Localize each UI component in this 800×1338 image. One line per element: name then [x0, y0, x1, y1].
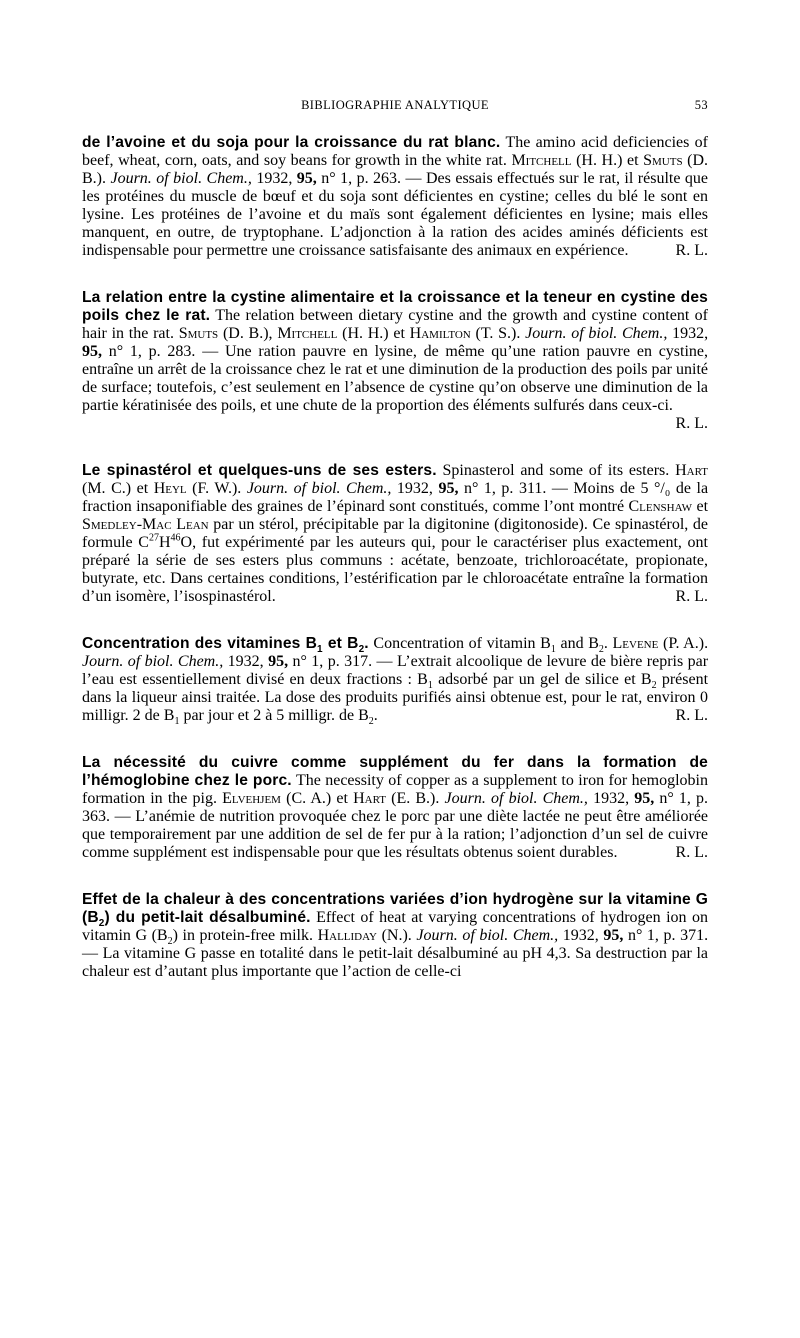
entry-author-initials: (N.).	[381, 927, 412, 944]
title-subscript: 2	[358, 644, 365, 656]
entry-author-initials: (T. S.).	[475, 325, 521, 342]
entry-journal: Journ. of biol. Chem.,	[525, 325, 668, 342]
body-subscript: 2	[368, 716, 374, 728]
entry-author-initials: (D. B.).	[82, 152, 709, 187]
formula-element: H	[158, 534, 171, 551]
entry-issue: n° 1, p. 371. —	[82, 927, 709, 962]
entry-author: Hart	[675, 462, 709, 479]
entry-year: 1932,	[562, 927, 599, 944]
entry-volume: 95,	[82, 343, 102, 360]
entry-body: par un stérol, précipitable par la digitonine (digitonoside). Ce spinastérol, de formule	[82, 516, 709, 551]
entry-cited-author: Smedley-Mac Lean	[82, 516, 209, 533]
entry-body: et	[696, 498, 709, 515]
bibliography-entry	[82, 635, 709, 728]
english-part: .	[603, 635, 608, 652]
entry-author-initials: (H. H.) et	[342, 325, 405, 342]
body-part: adsorbé par un gel de silice et B	[438, 671, 652, 688]
entry-signature: R. L.	[675, 707, 708, 724]
entry-journal: Journ. of biol. Chem.,	[110, 170, 252, 187]
title-part: ) du petit-lait désalbuminé.	[104, 909, 311, 926]
body-part: L’extrait alcoolique de levure de bière repris par l’eau est essentiellement divisé en deux fractions : B	[82, 653, 709, 688]
entry-author: Levene	[612, 635, 659, 652]
entry-year: 1932,	[256, 170, 293, 187]
entry-body: Moins de 5 °/₀ de la fraction insaponifiable des graines de l’épinard sont constitués, comme l’ont montré	[82, 480, 709, 515]
entry-body: La vitamine G passe en totalité dans le petit-lait désalbuminé au pH 4,3. Sa destruction par la chaleur est d’autant plus importante que l’action de celle-ci	[82, 945, 708, 980]
entry-author-initials: (H. H.) et	[576, 152, 639, 169]
formula-element: C	[138, 534, 149, 551]
entry-author: Hamilton	[409, 325, 471, 342]
bibliography-entry	[82, 289, 708, 433]
entry-author: Hart	[353, 790, 386, 807]
english-subscript: 2	[598, 644, 604, 656]
entry-signature: R. L.	[675, 415, 708, 432]
title-subscript: 2	[98, 918, 105, 930]
entry-year: 1932,	[396, 480, 433, 497]
entry-cited-author: Clenshaw	[628, 498, 693, 515]
entry-year: 1932,	[593, 790, 630, 807]
body-subscript: 2	[651, 680, 657, 692]
entry-signature: R. L.	[675, 242, 708, 259]
entry-volume: 95,	[634, 790, 655, 807]
entry-author-initials: (P. A.).	[662, 635, 709, 652]
entry-year: 1932,	[672, 325, 709, 342]
title-subscript: 1	[317, 644, 323, 656]
entry-author: Mitchell	[511, 152, 572, 169]
entry-english-title: The amino acid deficiencies of beef, wheat, corn, oats, and soy beans for growth in the white rat.	[82, 134, 708, 169]
entry-volume: 95,	[296, 170, 317, 187]
bibliography-entry	[82, 462, 708, 606]
page-number: 53	[694, 98, 708, 112]
english-part: Concentration of vitamin B	[373, 635, 551, 652]
formula-element: O,	[180, 534, 197, 551]
entry-issue: n° 1, p. 311. —	[463, 480, 568, 497]
english-part: ) in protein-free milk.	[172, 927, 313, 944]
entry-year: 1932,	[227, 653, 264, 670]
entry-author-initials: (M. C.) et	[82, 480, 149, 497]
bibliography-entry	[82, 891, 708, 981]
entry-title: La relation entre la cystine alimentaire et la croissance et la teneur en cystine des poils chez le rat.	[82, 289, 708, 324]
entry-journal: Journ. of biol. Chem.,	[82, 653, 224, 670]
english-subscript: 1	[550, 644, 556, 656]
formula-subscript: 46	[170, 532, 181, 544]
entry-issue: n° 1, p. 363. —	[82, 790, 709, 825]
entry-body: Une ration pauvre en lysine, de même qu’une ration pauvre en cystine, entraîne un arrêt de la croissance chez le rat et une diminution de la production des poils par unité de surface; toutefois, c’est seulement en l’absence de cystine qu’on observe une diminution de la partie kératinisée des poils, et une chute de la proportion des éléments sulfurés dans ceux-ci.	[82, 343, 709, 414]
entry-author: Halliday	[317, 927, 377, 944]
entry-title	[82, 635, 369, 656]
entry-issue: n° 1, p. 263. —	[321, 170, 422, 187]
entry-author-initials: (F. W.).	[192, 480, 242, 497]
body-part: présent dans la liqueur ainsi traitée. La dose des produits purifiés ainsi obtenue est, pour le rat, environ 0 milligr. 2 de B	[82, 671, 709, 724]
entry-journal: Journ. of biol. Chem.,	[444, 790, 588, 807]
entry-author: Mitchell	[277, 325, 338, 342]
body-subscript: 1	[427, 680, 433, 692]
entry-journal: Journ. of biol. Chem.,	[416, 927, 559, 944]
entry-title: de l’avoine et du soja pour la croissance du rat blanc.	[82, 134, 501, 151]
entry-author-initials: (C. A.) et	[286, 790, 348, 807]
entry-english-title: The relation between dietary cystine and the growth and cystine content of hair in the rat.	[82, 307, 708, 342]
title-part: Effet de la chaleur à des concentrations variées d’ion hydrogène sur la vitamine G (B	[82, 891, 708, 926]
entry-title: La nécessité du cuivre comme supplément du fer dans la formation de l’hémoglobine chez le porc.	[82, 754, 708, 789]
title-part: Concentration des vitamines B	[82, 635, 318, 652]
running-head-title: BIBLIOGRAPHIE ANALYTIQUE	[301, 98, 489, 112]
entry-body: L’anémie de nutrition provoquée chez le porc par une diète lactée ne peut être améliorée que temporairement par une addition de sel de fer pur à la ration; l’adjonction d’un sel de cuivre comme supplément est indispensable pour que les résultats obtenus soient durables.	[82, 808, 709, 861]
title-part: et B	[327, 635, 359, 652]
entry-author: Smuts	[643, 152, 683, 169]
entry-body: Des essais effectués sur le rat, il résulte que les protéines du muscle de bœuf et du soja sont déficientes en cystine; celles du blé le sont en lysine. Les protéines de l’avoine et du maïs sont également déficientes en lysine; mais elles manquent, en outre, de tryptophane. L’adjonction à la ration des acides aminés déficients est indispensable pour permettre une croissance satisfaisante des animaux en expérience.	[82, 170, 708, 259]
entry-author: Heyl	[153, 480, 187, 497]
formula-subscript: 27	[148, 532, 159, 544]
running-head	[82, 98, 708, 120]
chemical-formula	[138, 534, 196, 551]
entry-author-initials: (D. B.),	[222, 325, 273, 342]
title-part: .	[364, 635, 369, 652]
body-part: par jour et 2 à 5 milligr. de B	[183, 707, 369, 724]
bibliography-entry	[82, 754, 708, 862]
english-subscript: 2	[167, 936, 173, 948]
entry-issue: n° 1, p. 283. —	[108, 343, 219, 360]
entry-volume: 95,	[603, 927, 624, 944]
entry-english-title: The necessity of copper as a supplement to iron for hemoglobin formation in the pig.	[82, 772, 709, 807]
entry-issue: n° 1, p. 317. —	[292, 653, 393, 670]
entry-journal: Journ. of biol. Chem.,	[246, 480, 392, 497]
entry-volume: 95,	[268, 653, 289, 670]
entry-body: fut expérimenté par les auteurs qui, pour le caractériser plus exactement, ont préparé la série de ses esters plus communs : acétate, benzoate, trichloroacétate, propionate, butyrate, etc. Dans certaines conditions, l’estérification par le chloroacétate entraîne la formation d’un isomère, l’isospinastérol.	[82, 534, 708, 605]
entry-author-initials: (E. B.).	[391, 790, 440, 807]
bibliography-entries	[82, 134, 708, 1010]
entry-author: Elvehjem	[222, 790, 281, 807]
entry-signature: R. L.	[675, 588, 708, 605]
entry-title: Le spinastérol et quelques-uns de ses esters.	[82, 462, 437, 479]
entry-volume: 95,	[438, 480, 459, 497]
entry-author: Smuts	[178, 325, 219, 342]
english-part: and B	[560, 635, 599, 652]
body-part: .	[373, 707, 378, 724]
english-part: Effect of heat at varying concentrations of hydrogen ion on vitamin G (B	[82, 909, 708, 944]
bibliography-entry	[82, 134, 708, 260]
entry-english-title	[373, 635, 608, 656]
entry-english-title: Spinasterol and some of its esters.	[442, 462, 670, 479]
entry-signature: R. L.	[675, 844, 708, 861]
body-subscript: 1	[174, 716, 180, 728]
